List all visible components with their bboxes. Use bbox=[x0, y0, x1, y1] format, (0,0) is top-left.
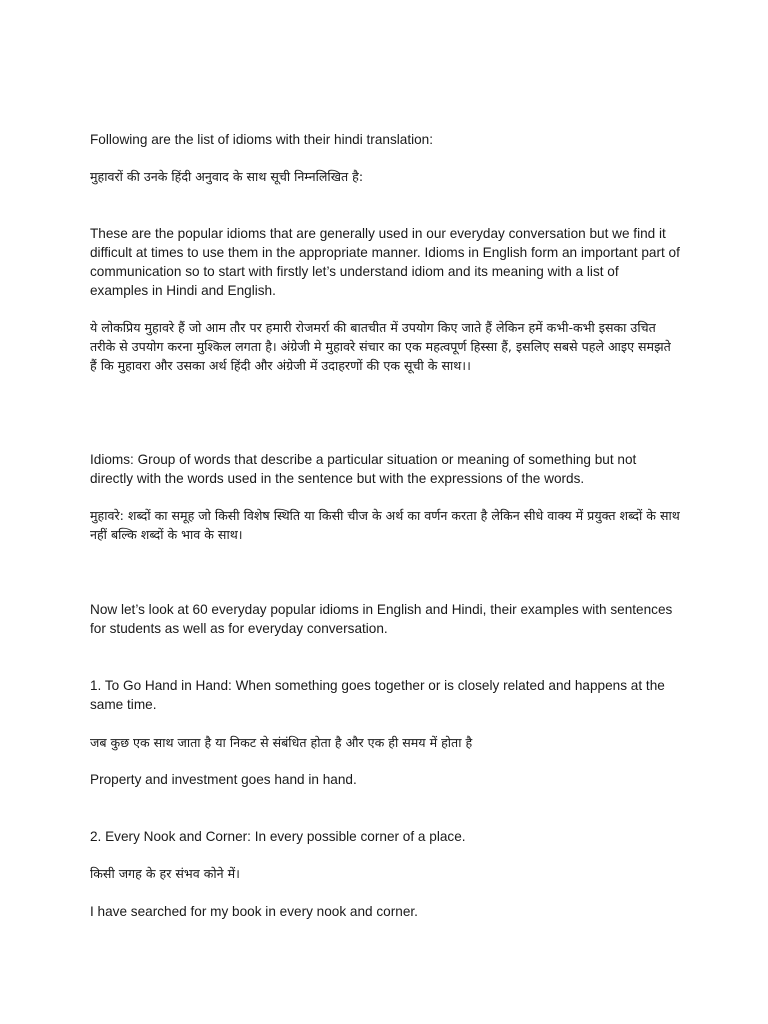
popular-idioms-english: These are the popular idioms that are generally used in our everyday conversation but we find it difficult at times to use them in the appropriate manner. Idioms in English form an important part of communication so to start with firstly let’s understand idiom and its meaning with a list of examples in Hindi and English. bbox=[90, 226, 680, 298]
idiom-1-hindi: जब कुछ एक साथ जाता है या निकट से संबंधित होता है और एक ही समय में होता है bbox=[90, 735, 473, 750]
popular-idioms-hindi: ये लोकप्रिय मुहावरे हैं जो आम तौर पर हमारी रोजमर्रा की बातचीत में उपयोग किए जाते हैं लेकिन हमें कभी-कभी इसका उचित तरीके से उपयोग करना मुश्किल लगता है। अंग्रेजी मे मुहावरे संचार का एक महत्वपूर्ण हिस्सा हैं, इसलिए सबसे पहले आइए समझते हैं कि मुहावरा और उसका अर्थ हिंदी और अंग्रेजी में उदाहरणों की एक सूची के साथ।। bbox=[90, 320, 671, 373]
idiom-definition-hindi: मुहावरे: शब्दों का समूह जो किसी विशेष स्थिति या किसी चीज के अर्थ का वर्णन करता है लेकिन सीधे वाक्य में प्रयुक्त शब्दों के साथ नहीं बल्कि शब्दों के भाव के साथ। bbox=[90, 508, 680, 542]
intro-hindi: मुहावरों की उनके हिंदी अनुवाद के साथ सूची निम्नलिखित है: bbox=[90, 169, 364, 184]
now-lets-look-english: Now let’s look at 60 everyday popular idioms in English and Hindi, their examples with sentences for students as well as for everyday conversation. bbox=[90, 602, 673, 636]
idiom-definition-english: Idioms: Group of words that describe a particular situation or meaning of something but not directly with the words used in the sentence but with the expressions of the words. bbox=[90, 452, 637, 486]
idiom-2-title: 2. Every Nook and Corner: In every possible corner of a place. bbox=[90, 829, 466, 844]
idiom-1-title: 1. To Go Hand in Hand: When something goes together or is closely related and happens at the same time. bbox=[90, 678, 665, 712]
idiom-2-example: I have searched for my book in every nook and corner. bbox=[90, 904, 418, 919]
idiom-1-example: Property and investment goes hand in hand. bbox=[90, 772, 357, 787]
idiom-2-hindi: किसी जगह के हर संभव कोने में। bbox=[90, 866, 240, 881]
intro-english: Following are the list of idioms with their hindi translation: bbox=[90, 132, 434, 147]
